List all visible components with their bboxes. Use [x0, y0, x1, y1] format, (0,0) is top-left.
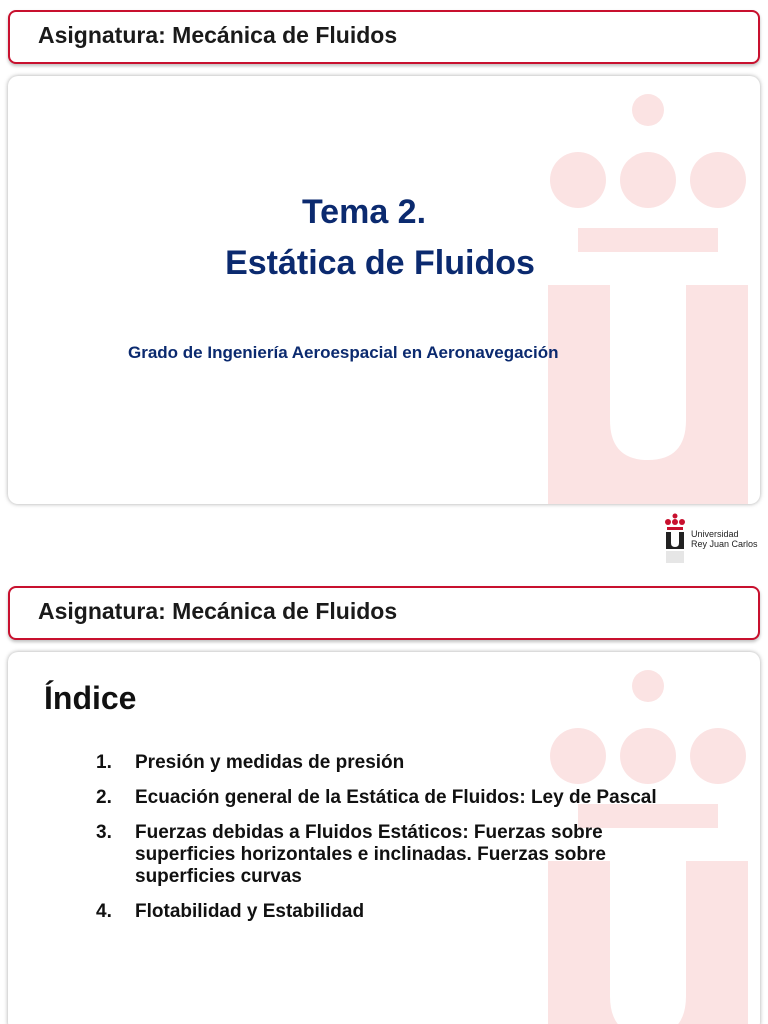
content-box [8, 652, 760, 1024]
item-text: Ecuación general de la Estática de Fluidos: Ley de Pascal [135, 787, 657, 808]
list-item [96, 822, 676, 888]
item-text: Flotabilidad y Estabilidad [135, 901, 365, 922]
topic-title: Estática de Fluidos [225, 244, 535, 282]
course-header: Asignatura: Mecánica de Fluidos [38, 598, 398, 624]
list-item [96, 787, 676, 809]
header-box [8, 10, 760, 64]
urjc-logo-icon [664, 513, 686, 563]
index-title: Índice [44, 680, 137, 716]
item-text: Presión y medidas de presión [135, 752, 405, 773]
item-number: 3. [96, 822, 112, 843]
header-box [8, 586, 760, 640]
list-item [96, 752, 676, 774]
list-item [96, 901, 676, 923]
content-box [8, 76, 760, 504]
logo-line2: Rey Juan Carlos [691, 539, 758, 549]
item-number: 1. [96, 752, 112, 773]
item-number: 2. [96, 787, 112, 808]
slide-index [0, 576, 768, 1024]
logo-line1: Universidad [691, 529, 739, 539]
topic-number: Tema 2. [301, 193, 427, 231]
degree-subtitle: Grado de Ingeniería Aeroespacial en Aeronavegación [128, 343, 559, 362]
index-list [96, 752, 676, 936]
item-text: Fuerzas debidas a Fluidos Estáticos: Fuerzas sobre superficies horizontales e inclinadas. Fuerzas sobre superficies curvas [135, 822, 606, 887]
item-number: 4. [96, 901, 112, 922]
urjc-logo [664, 513, 764, 569]
course-header: Asignatura: Mecánica de Fluidos [38, 22, 398, 48]
urjc-watermark-icon [548, 90, 748, 504]
